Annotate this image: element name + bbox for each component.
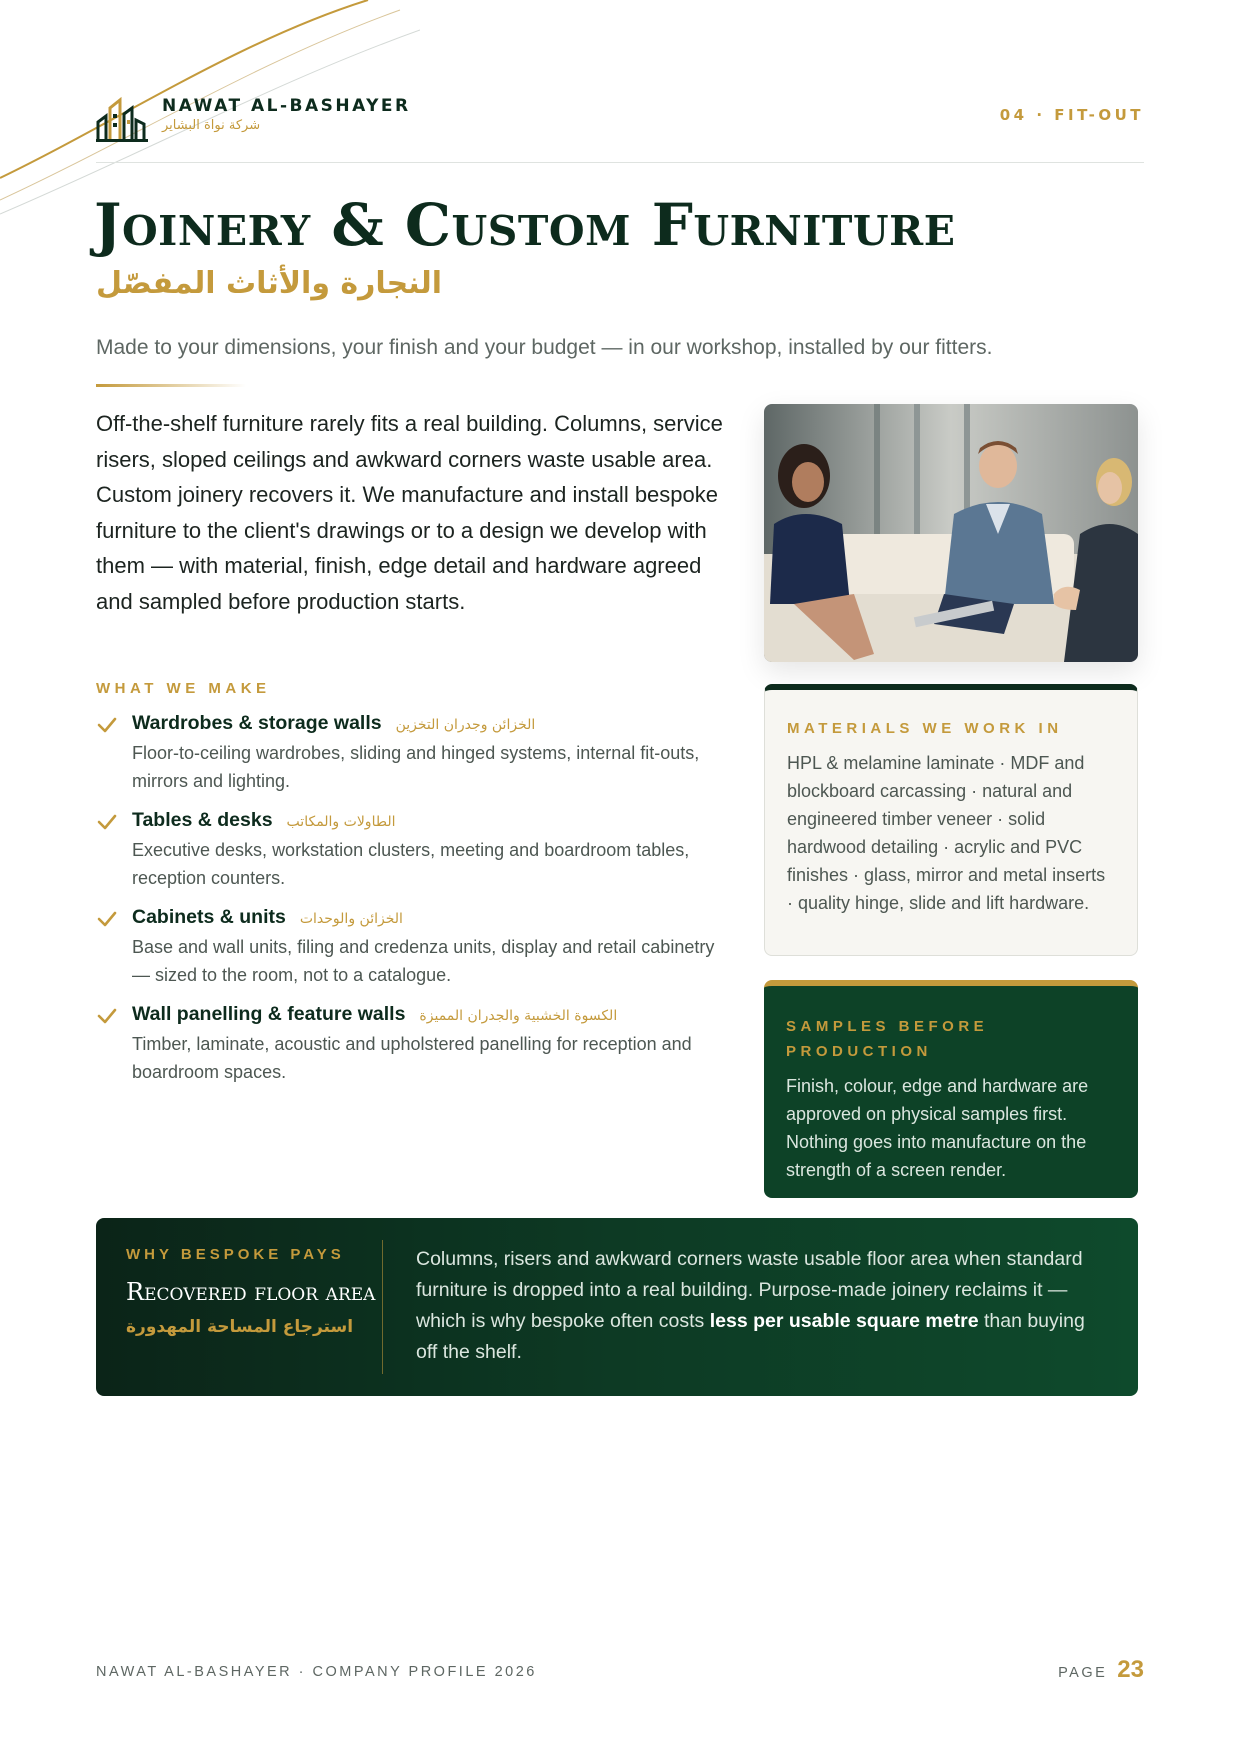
brand-text xyxy=(162,96,411,133)
samples-label: SAMPLES BEFORE PRODUCTION xyxy=(786,1018,989,1060)
list-item-description: Floor-to-ceiling wardrobes, sliding and hinged systems, internal fit-outs, mirrors and lighting. xyxy=(132,743,700,791)
what-we-make-label: WHAT WE MAKE xyxy=(96,680,271,697)
list-item-body xyxy=(132,712,736,795)
what-we-make-list xyxy=(96,712,736,1100)
list-item xyxy=(96,809,736,892)
page-title: Joinery & Custom Furniture xyxy=(94,191,956,259)
banner-divider xyxy=(382,1240,383,1374)
list-item-title-arabic: الخزائن وجدران التخزين xyxy=(395,717,536,733)
banner-heading-block xyxy=(126,1246,386,1337)
banner-text-start: Columns, risers and awkward corners waste usable floor area when standard furniture is dropped into a real building. Purpose-made joinery reclaims it — which is why bespoke often costs xyxy=(416,1248,1083,1332)
page-title-arabic: النجارة والأثاث المفصّل xyxy=(96,266,443,301)
list-item-body xyxy=(132,1003,736,1086)
list-item-title-row xyxy=(132,906,736,929)
page-subtitle: Made to your dimensions, your finish and your budget — in our workshop, installed by our fitters. xyxy=(96,336,993,359)
materials-label: MATERIALS WE WORK IN xyxy=(787,720,1063,737)
list-item-title-row xyxy=(132,1003,736,1026)
section-tag: 04 · FIT-OUT xyxy=(999,106,1144,124)
brand-name-arabic: شركة نواة البشاير xyxy=(162,118,261,133)
banner-text-emphasis: less per usable square metre xyxy=(709,1310,979,1332)
banner-label: WHY BESPOKE PAYS xyxy=(126,1246,345,1263)
samples-card xyxy=(764,980,1138,1198)
list-item-title: Cabinets & units xyxy=(132,906,286,928)
list-item-title-arabic: الخزائن والوحدات xyxy=(299,911,403,927)
list-item-description: Base and wall units, filing and credenza units, display and retail cabinetry — sized to the room, not to a catalogue. xyxy=(132,937,715,985)
materials-card xyxy=(764,684,1138,956)
list-item-title-row xyxy=(132,712,736,735)
check-icon xyxy=(96,909,118,929)
page-number-block xyxy=(1058,1656,1144,1684)
page-number: 23 xyxy=(1117,1656,1144,1683)
list-item-description: Timber, laminate, acoustic and upholstered panelling for reception and boardroom spaces. xyxy=(132,1034,692,1082)
list-item-title-arabic: الطاولات والمكاتب xyxy=(286,814,396,830)
header-divider xyxy=(96,162,1144,163)
meeting-photo xyxy=(764,404,1138,662)
banner-title: Recovered floor area xyxy=(126,1278,376,1306)
brand xyxy=(96,92,411,144)
footer-company: NAWAT AL-BASHAYER · COMPANY PROFILE 2026 xyxy=(96,1664,537,1680)
list-item xyxy=(96,1003,736,1086)
list-item-title: Wardrobes & storage walls xyxy=(132,712,382,734)
list-item-body xyxy=(132,906,736,989)
list-item xyxy=(96,906,736,989)
banner-text xyxy=(416,1244,1106,1368)
page-label: PAGE xyxy=(1058,1665,1108,1681)
building-logo-icon xyxy=(96,96,148,144)
meeting-photo-illustration xyxy=(764,404,1138,662)
why-bespoke-banner xyxy=(96,1218,1138,1396)
intro-paragraph: Off-the-shelf furniture rarely fits a real building. Columns, service risers, sloped ceilings and awkward corners waste usable area. Custom joinery recovers it. We manufacture and install bespoke furniture to the client's drawings or to a design we develop with them — with material, finish, edge detail and hardware agreed and sampled before production starts. xyxy=(96,411,723,614)
list-item-body xyxy=(132,809,736,892)
materials-text: HPL & melamine laminate · MDF and blockboard carcassing · natural and engineered timber veneer · solid hardwood detailing · acrylic and PVC finishes · glass, mirror and metal inserts · quality hinge, slide and lift hardware. xyxy=(787,753,1106,913)
list-item-title: Tables & desks xyxy=(132,809,273,831)
list-item-title-row xyxy=(132,809,736,832)
check-icon xyxy=(96,715,118,735)
samples-text: Finish, colour, edge and hardware are approved on physical samples first. Nothing goes into manufacture on the strength of a screen render. xyxy=(786,1076,1089,1180)
check-icon xyxy=(96,812,118,832)
list-item xyxy=(96,712,736,795)
banner-text-end: than buying off the shelf. xyxy=(416,1310,1085,1363)
check-icon xyxy=(96,1006,118,1026)
brand-name: NAWAT AL-BASHAYER xyxy=(162,96,411,116)
list-item-title-arabic: الكسوة الخشبية والجدران المميزة xyxy=(419,1008,618,1024)
gold-accent-rule xyxy=(96,384,246,387)
banner-title-arabic: استرجاع المساحة المهدورة xyxy=(126,1317,354,1337)
list-item-title: Wall panelling & feature walls xyxy=(132,1003,406,1025)
list-item-description: Executive desks, workstation clusters, meeting and boardroom tables, reception counters. xyxy=(132,840,690,888)
